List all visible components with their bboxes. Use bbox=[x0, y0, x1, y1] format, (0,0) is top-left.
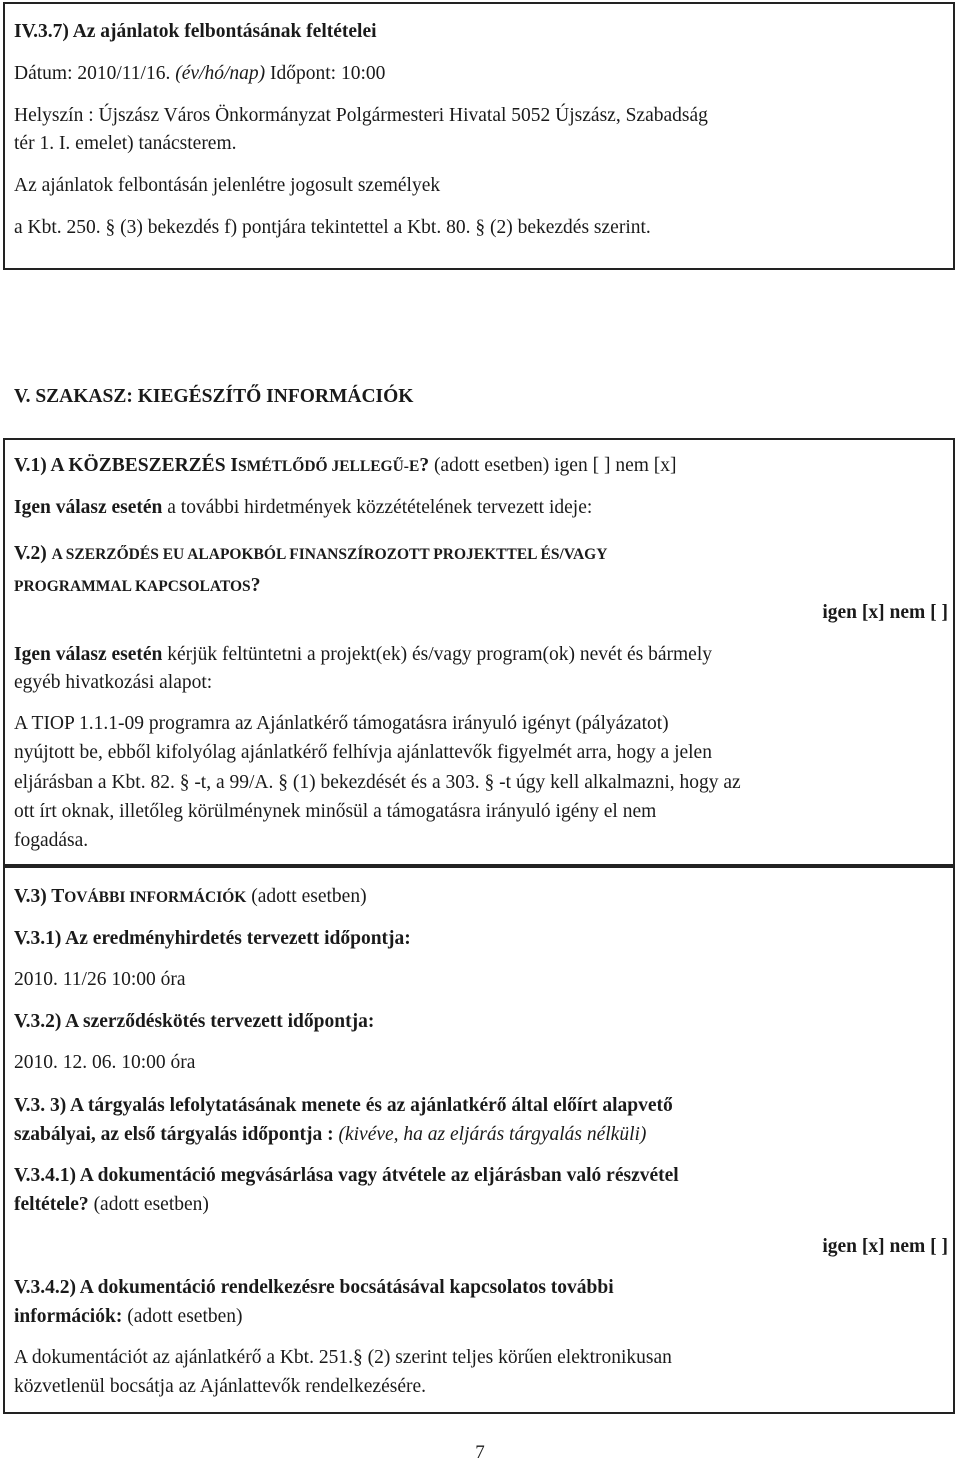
v1-note: (adott esetben) igen [ ] nem [x] bbox=[429, 455, 677, 476]
v1-answer-bold: Igen válasz esetén bbox=[14, 497, 163, 518]
v341-note: (adott esetben) bbox=[88, 1194, 209, 1215]
page-number: 7 bbox=[475, 1442, 485, 1463]
v3-number: V.3) T bbox=[14, 886, 65, 907]
v2-text-line: A TIOP 1.1.1-09 programra az Ajánlatkérő támogatásra irányuló igényt (pályázatot) bbox=[14, 713, 669, 734]
time-label: Időpont: 10:00 bbox=[265, 63, 386, 84]
v341-line-1: V.3.4.1) A dokumentáció megvásárlása vagy átvétele az eljárásban való részvétel bbox=[14, 1165, 679, 1186]
v341-choice: igen [x] nem [ ] bbox=[822, 1236, 948, 1257]
v2-title-line-1 bbox=[14, 544, 607, 564]
v1-question-line bbox=[14, 456, 677, 476]
v33-line-2 bbox=[14, 1125, 646, 1145]
v2-answer-rest: kérjük feltüntetni a projekt(ek) és/vagy program(ok) nevét és bármely bbox=[162, 644, 712, 665]
attendees-line-1: Az ajánlatok felbontásán jelenlétre jogosult személyek bbox=[14, 175, 441, 196]
v2-text-line: eljárásban a Kbt. 82. § -t, a 99/A. § (1) bekezdését és a 303. § -t úgy kell alkalmazni, hogy az bbox=[14, 772, 741, 793]
v33-line2-bold: szabályai, az első tárgyalás időpontja : bbox=[14, 1124, 339, 1145]
v342-note: (adott esetben) bbox=[122, 1306, 243, 1327]
v3-title-small: OVÁBBI INFORMÁCIÓK bbox=[64, 889, 247, 906]
v3-heading bbox=[14, 887, 367, 907]
v2-answer-line bbox=[14, 645, 712, 665]
v3-note: (adott esetben) bbox=[246, 886, 367, 907]
v341-line-2 bbox=[14, 1195, 209, 1215]
attendees-line-2: a Kbt. 250. § (3) bekezdés f) pontjára tekintettel a Kbt. 80. § (2) bekezdés szerint. bbox=[14, 217, 651, 238]
v342-text-2: közvetlenül bocsátja az Ajánlattevők rendelkezésére. bbox=[14, 1376, 427, 1397]
v32-value: 2010. 12. 06. 10:00 óra bbox=[14, 1052, 196, 1073]
v342-text-1: A dokumentációt az ajánlatkérő a Kbt. 251.§ (2) szerint teljes körűen elektronikusan bbox=[14, 1347, 672, 1368]
v342-line-2 bbox=[14, 1307, 243, 1327]
v2-answer-bold: Igen válasz esetén bbox=[14, 644, 163, 665]
v33-line2-italic: (kivéve, ha az eljárás tárgyalás nélküli) bbox=[338, 1124, 647, 1145]
v2-text-line: fogadása. bbox=[14, 830, 89, 851]
v341-line2-bold: feltétele? bbox=[14, 1194, 89, 1215]
v1-answer-rest: a további hirdetmények közzétételének tervezett ideje: bbox=[162, 497, 593, 518]
v32-heading: V.3.2) A szerződéskötés tervezett időpontja: bbox=[14, 1011, 375, 1032]
date-label: Dátum: 2010/11/16. bbox=[14, 63, 176, 84]
v2-title-line1: A SZERZŐDÉS EU ALAPOKBÓL FINANSZÍROZOTT PROJEKTTEL ÉS/VAGY bbox=[51, 546, 608, 563]
v1-qmark: ? bbox=[419, 455, 430, 476]
v342-line-1: V.3.4.2) A dokumentáció rendelkezésre bocsátásával kapcsolatos további bbox=[14, 1277, 614, 1298]
v33-line-1: V.3. 3) A tárgyalás lefolytatásának menete és az ajánlatkérő által előírt alapvető bbox=[14, 1095, 673, 1116]
v2-title-line2: PROGRAMMAL KAPCSOLATOS bbox=[14, 578, 251, 595]
v342-line2-bold: információk: bbox=[14, 1306, 123, 1327]
v31-heading: V.3.1) Az eredményhirdetés tervezett időpontja: bbox=[14, 928, 411, 949]
opening-date-line bbox=[14, 64, 385, 84]
v2-text-line: nyújtott be, ebből kifolyólag ajánlatkérő felhívja ajánlattevők figyelmét arra, hogy a jelen bbox=[14, 742, 712, 763]
place-line-2: tér 1. I. emelet) tanácsterem. bbox=[14, 133, 237, 154]
v31-value: 2010. 11/26 10:00 óra bbox=[14, 969, 186, 990]
v2-text-line: ott írt oknak, illetőleg körülménynek minősül a támogatásra irányuló igény el nem bbox=[14, 801, 657, 822]
v2-choice: igen [x] nem [ ] bbox=[822, 602, 948, 623]
v1-title-small: SMÉTLŐDŐ JELLEGŰ-E bbox=[238, 458, 420, 475]
v2-title-line-2 bbox=[14, 576, 260, 596]
v1-answer-line bbox=[14, 498, 592, 518]
place-line-1: Helyszín : Újszász Város Önkormányzat Polgármesteri Hivatal 5052 Újszász, Szabadság bbox=[14, 105, 708, 126]
v2-number: V.2) bbox=[14, 543, 52, 564]
date-format: (év/hó/nap) bbox=[175, 63, 266, 84]
v1-title-big: A KÖZBESZERZÉS I bbox=[50, 455, 238, 476]
section-v-heading: V. SZAKASZ: KIEGÉSZÍTŐ INFORMÁCIÓK bbox=[14, 386, 414, 407]
v2-answer-line-2: egyéb hivatkozási alapot: bbox=[14, 672, 213, 693]
section-heading: IV.3.7) Az ajánlatok felbontásának feltételei bbox=[14, 21, 377, 42]
v2-qmark: ? bbox=[250, 575, 261, 596]
v1-number: V.1) bbox=[14, 455, 51, 476]
